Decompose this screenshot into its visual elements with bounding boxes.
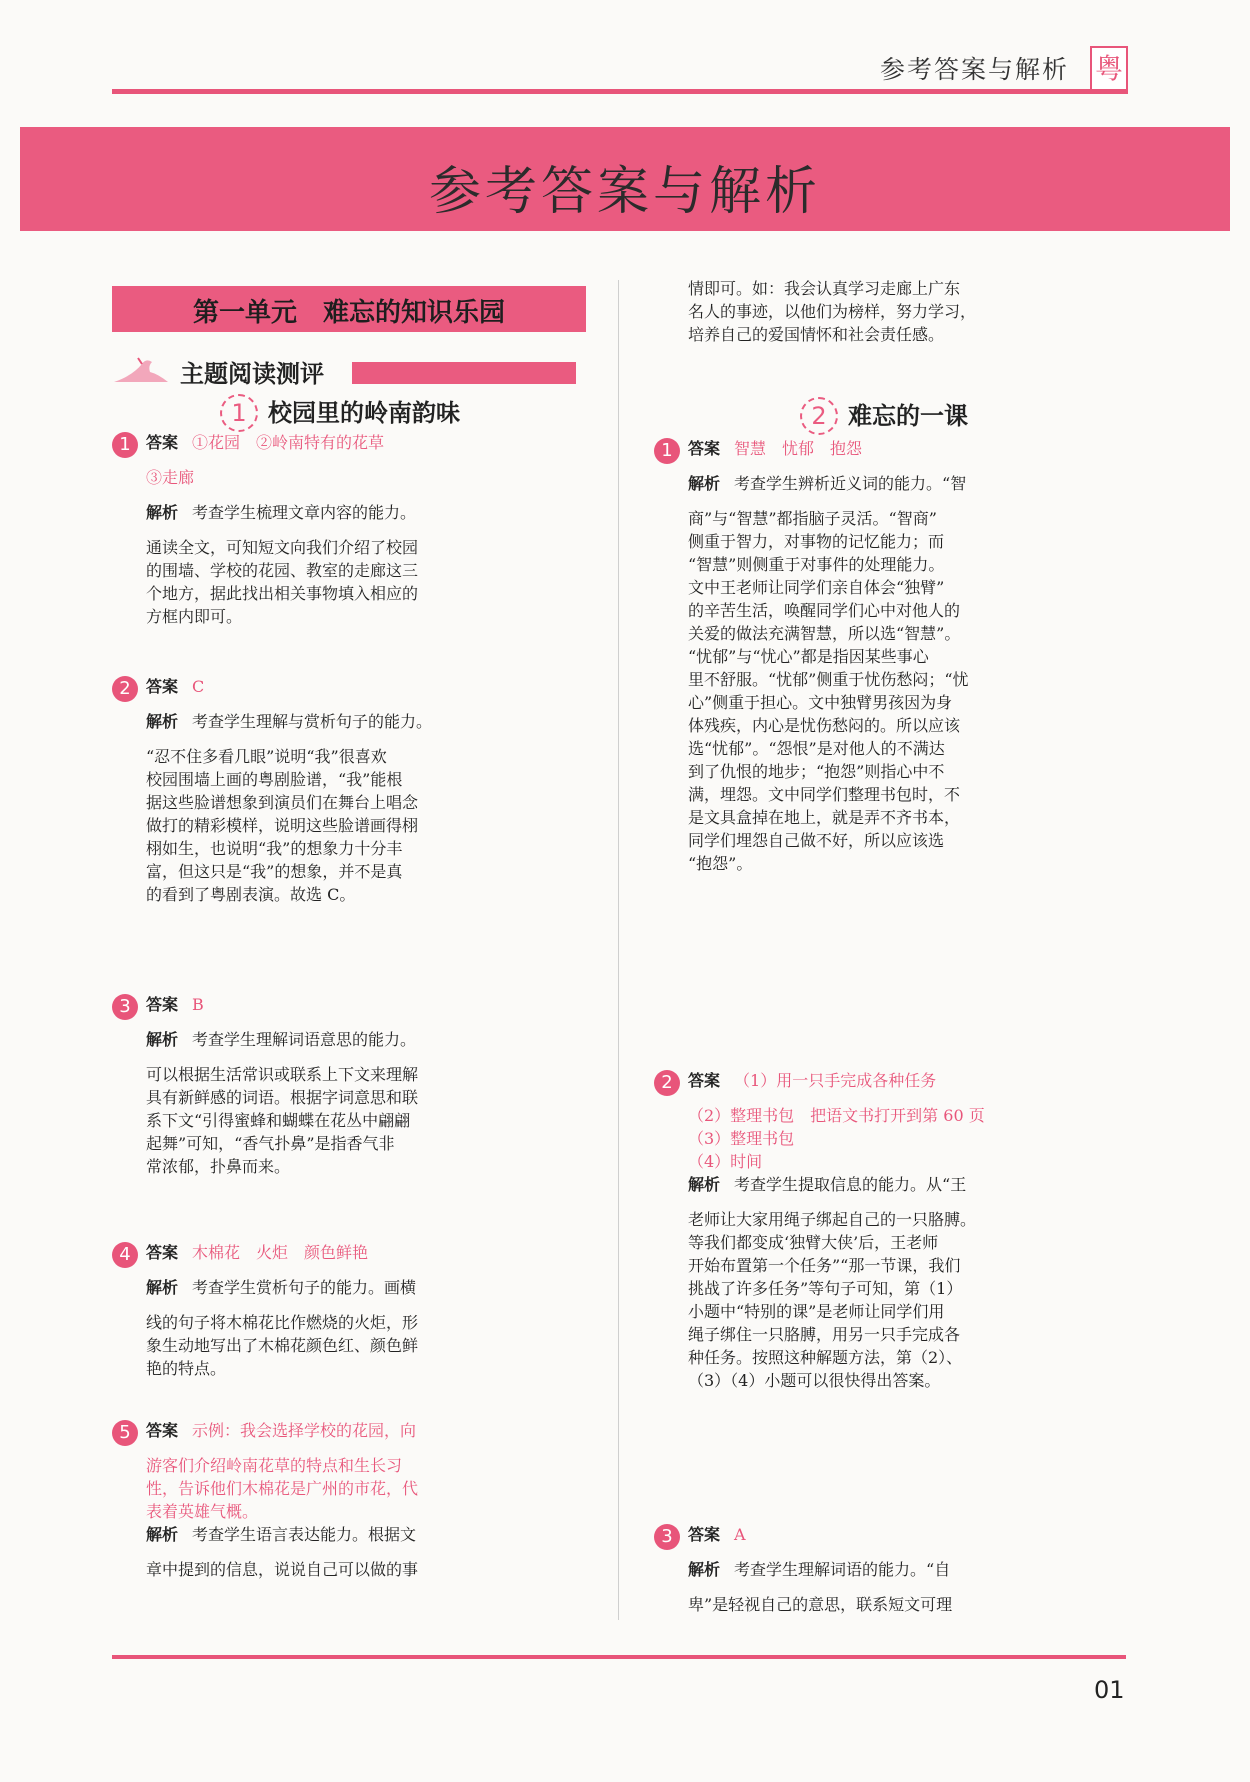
analysis-line: 章中提到的信息，说说自己可以做的事 <box>146 1560 419 1579</box>
question-number: 2 <box>654 1070 680 1096</box>
analysis-line: 的辛苦生活，唤醒同学们心中对他人的 <box>688 601 961 620</box>
analysis-line: 关爱的做法充满智慧，所以选“智慧”。 <box>688 624 961 643</box>
analysis-line: 名人的事迹，以他们为榜样，努力学习， <box>688 302 977 321</box>
answer-text: ①花园 ②岭南特有的花草 <box>192 433 385 452</box>
answer-label: 答案 <box>146 677 179 696</box>
analysis-line: 象生动地写出了木棉花颜色红、颜色鲜 <box>146 1336 419 1355</box>
analysis-label: 解析 <box>146 1278 179 1297</box>
question-number: 4 <box>112 1242 138 1268</box>
analysis-line: 种任务。按照这种解题方法，第（2）、 <box>688 1348 963 1367</box>
question-item <box>112 1240 592 1379</box>
analysis-line: 开始布置第一个任务”“那一节课，我们 <box>688 1256 961 1275</box>
continued-text <box>688 276 1138 345</box>
question-item <box>112 430 592 627</box>
question-item <box>112 1418 592 1580</box>
answer-label: 答案 <box>688 1525 721 1544</box>
title-banner <box>20 127 1230 231</box>
analysis-line: 培养自己的爱国情怀和社会责任感。 <box>688 325 945 344</box>
analysis-line: 通读全文，可知短文向我们介绍了校园 <box>146 538 419 557</box>
analysis-line: 里不舒服。“忧郁”侧重于忧伤愁闷；“忧 <box>688 670 969 689</box>
question-number: 3 <box>654 1524 680 1550</box>
analysis-label: 解析 <box>688 1175 721 1194</box>
answer-text: A <box>734 1525 746 1544</box>
analysis-line: 卑”是轻视自己的意思，联系短文可理 <box>688 1595 953 1614</box>
lesson-title: 难忘的一课 <box>848 402 968 430</box>
analysis-line: 同学们埋怨自己做不好，所以应该选 <box>688 831 945 850</box>
answer-text: 表着英雄气概。 <box>146 1502 259 1521</box>
answer-text: （4）时间 <box>688 1152 763 1171</box>
answer-text: 智慧 忧郁 抱怨 <box>734 439 863 458</box>
analysis-line: “忧郁”与“忧心”都是指因某些事心 <box>688 647 929 666</box>
question-item <box>654 436 1134 874</box>
analysis-line: 考查学生语言表达能力。根据文 <box>192 1525 417 1544</box>
lesson-title: 校园里的岭南韵味 <box>268 399 460 427</box>
analysis-line: 考查学生辨析近义词的能力。“智 <box>734 474 967 493</box>
analysis-line: 商”与“智慧”都指脑子灵活。“智商” <box>688 509 937 528</box>
answer-text: （2）整理书包 把语文书打开到第 60 页 <box>688 1106 985 1125</box>
lesson-number: 1 <box>220 394 258 432</box>
page-number: 01 <box>1094 1676 1125 1704</box>
analysis-label: 解析 <box>146 1525 179 1544</box>
question-number: 5 <box>112 1420 138 1446</box>
analysis-line: 等我们都变成‘独臂大侠’后，王老师 <box>688 1233 939 1252</box>
analysis-line: 考查学生理解与赏析句子的能力。 <box>192 712 433 731</box>
section-title: 主题阅读测评 <box>180 360 324 388</box>
answer-text: ③走廊 <box>146 468 195 487</box>
answer-label: 答案 <box>688 439 721 458</box>
analysis-line: 侧重于智力，对事物的记忆能力；而 <box>688 532 945 551</box>
analysis-label: 解析 <box>688 1560 721 1579</box>
unit-title: 第一单元 难忘的知识乐园 <box>192 298 505 328</box>
analysis-line: 富，但这只是“我”的想象，并不是真 <box>146 862 403 881</box>
analysis-line: 挑战了许多任务”等句子可知，第（1） <box>688 1279 963 1298</box>
analysis-line: 具有新鲜感的词语。根据字词意思和联 <box>146 1088 419 1107</box>
answer-text: （3）整理书包 <box>688 1129 795 1148</box>
analysis-line: 考查学生赏析句子的能力。画横 <box>192 1278 417 1297</box>
header-rule <box>112 89 1126 94</box>
lesson-number: 2 <box>800 397 838 435</box>
analysis-line: 可以根据生活常识或联系上下文来理解 <box>146 1065 419 1084</box>
analysis-line: 情即可。如：我会认真学习走廊上广东 <box>688 279 961 298</box>
answer-label: 答案 <box>146 995 179 1014</box>
analysis-line: 考查学生理解词语意思的能力。 <box>192 1030 417 1049</box>
question-number: 1 <box>112 432 138 458</box>
lesson-heading <box>220 393 460 432</box>
answer-text: 木棉花 火炬 颜色鲜艳 <box>192 1243 369 1262</box>
analysis-line: 绳子绑住一只胳膊，用另一只手完成各 <box>688 1325 961 1344</box>
analysis-line: 考查学生理解词语的能力。“自 <box>734 1560 951 1579</box>
crane-icon <box>112 356 170 386</box>
analysis-line: 艳的特点。 <box>146 1359 227 1378</box>
analysis-label: 解析 <box>146 1030 179 1049</box>
unit-bar <box>112 286 586 332</box>
footer-rule <box>112 1655 1126 1659</box>
analysis-line: 考查学生提取信息的能力。从“王 <box>734 1175 967 1194</box>
answer-label: 答案 <box>688 1071 721 1090</box>
column-divider <box>618 280 619 1620</box>
answer-text: 性，告诉他们木棉花是广州的市花，代 <box>146 1479 419 1498</box>
answer-text: 示例：我会选择学校的花园，向 <box>192 1421 417 1440</box>
answer-text: B <box>192 995 204 1014</box>
answer-text: （1）用一只手完成各种任务 <box>734 1071 937 1090</box>
analysis-line: 常浓郁，扑鼻而来。 <box>146 1157 291 1176</box>
section-heading <box>112 352 586 392</box>
question-item <box>654 1068 1134 1391</box>
analysis-line: 老师让大家用绳子绑起自己的一只胳膊。 <box>688 1210 977 1229</box>
analysis-line: 起舞”可知，“香气扑鼻”是指香气非 <box>146 1134 395 1153</box>
analysis-line: 系下文“引得蜜蜂和蝴蝶在花丛中翩翩 <box>146 1111 411 1130</box>
analysis-line: 做打的精彩模样，说明这些脸谱画得栩 <box>146 816 419 835</box>
analysis-line: “忍不住多看几眼”说明“我”很喜欢 <box>146 747 387 766</box>
answer-label: 答案 <box>146 433 179 452</box>
analysis-line: 是文具盒掉在地上，就是弄不齐书本， <box>688 808 961 827</box>
analysis-line: “抱怨”。 <box>688 854 753 873</box>
analysis-line: 线的句子将木棉花比作燃烧的火炬，形 <box>146 1313 419 1332</box>
section-bar <box>352 362 576 384</box>
region-badge: 粤 <box>1090 46 1128 94</box>
analysis-line: “智慧”则侧重于对事件的处理能力。 <box>688 555 945 574</box>
analysis-line: 选“忧郁”。“怨恨”是对他人的不满达 <box>688 739 945 758</box>
question-number: 2 <box>112 676 138 702</box>
analysis-line: 到了仇恨的地步；“抱怨”则指心中不 <box>688 762 945 781</box>
question-number: 1 <box>654 438 680 464</box>
analysis-line: 考查学生梳理文章内容的能力。 <box>192 503 417 522</box>
analysis-line: 的围墙、学校的花园、教室的走廊这三 <box>146 561 419 580</box>
analysis-line: 校园围墙上画的粤剧脸谱，“我”能根 <box>146 770 403 789</box>
lesson-heading <box>800 396 968 435</box>
analysis-label: 解析 <box>146 712 179 731</box>
analysis-line: 栩如生，也说明“我”的想象力十分丰 <box>146 839 403 858</box>
analysis-line: （3）（4）小题可以很快得出答案。 <box>688 1371 941 1390</box>
analysis-line: 据这些脸谱想象到演员们在舞台上唱念 <box>146 793 419 812</box>
analysis-line: 小题中“特别的课”是老师让同学们用 <box>688 1302 945 1321</box>
answer-text: C <box>192 677 205 696</box>
analysis-line: 心”侧重于担心。文中独臂男孩因为身 <box>688 693 953 712</box>
analysis-line: 满，埋怨。文中同学们整理书包时，不 <box>688 785 961 804</box>
answer-label: 答案 <box>146 1243 179 1262</box>
answer-text: 游客们介绍岭南花草的特点和生长习 <box>146 1456 403 1475</box>
question-item <box>112 992 592 1177</box>
question-item <box>112 674 592 905</box>
page-title: 参考答案与解析 <box>428 162 821 222</box>
analysis-line: 文中王老师让同学们亲自体会“独臂” <box>688 578 945 597</box>
analysis-line: 的看到了粤剧表演。故选 C。 <box>146 885 356 904</box>
question-item <box>654 1522 1134 1615</box>
analysis-line: 个地方，据此找出相关事物填入相应的 <box>146 584 419 603</box>
analysis-line: 方框内即可。 <box>146 607 243 626</box>
analysis-label: 解析 <box>146 503 179 522</box>
analysis-label: 解析 <box>688 474 721 493</box>
answer-label: 答案 <box>146 1421 179 1440</box>
running-header: 参考答案与解析 <box>880 55 1070 84</box>
question-number: 3 <box>112 994 138 1020</box>
analysis-line: 体残疾，内心是忧伤愁闷的。所以应该 <box>688 716 961 735</box>
